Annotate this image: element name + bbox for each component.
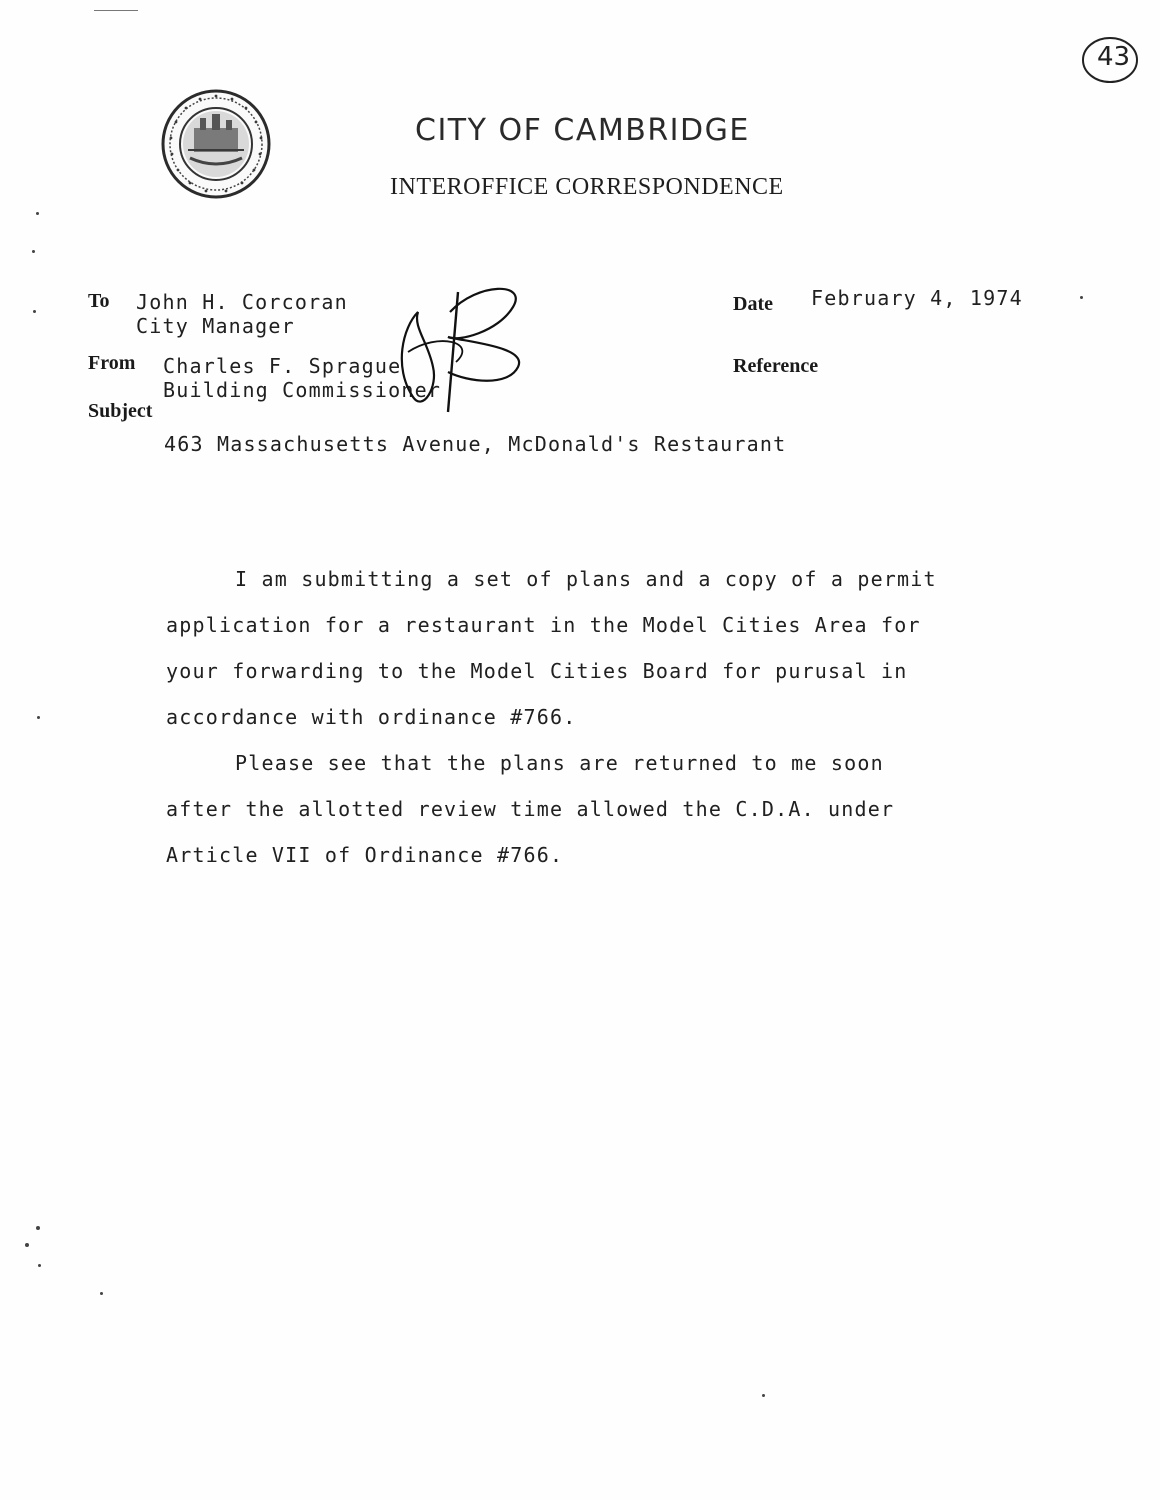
scan-speck bbox=[100, 1292, 103, 1295]
to-title: City Manager bbox=[136, 314, 295, 338]
body-line: I am submitting a set of plans and a copy of a permit bbox=[235, 567, 937, 591]
city-name-heading: CITY OF CAMBRIDGE bbox=[415, 113, 750, 148]
signature-initials-icon bbox=[378, 272, 538, 432]
scan-speck bbox=[762, 1394, 765, 1397]
body-line: application for a restaurant in the Model Cities Area for bbox=[166, 613, 921, 637]
reference-label: Reference bbox=[733, 355, 819, 377]
city-seal-icon bbox=[160, 88, 272, 200]
from-title: Building Commissioner bbox=[163, 378, 442, 402]
scan-speck bbox=[33, 310, 36, 313]
scan-speck bbox=[1080, 296, 1083, 299]
subject-label: Subject bbox=[88, 400, 153, 422]
scan-speck bbox=[36, 1226, 40, 1230]
scan-speck bbox=[38, 1264, 41, 1267]
date-value: February 4, 1974 bbox=[811, 286, 1023, 310]
scan-mark bbox=[94, 10, 138, 11]
correspondence-heading: INTEROFFICE CORRESPONDENCE bbox=[390, 174, 784, 200]
body-line: accordance with ordinance #766. bbox=[166, 705, 577, 729]
body-line: Please see that the plans are returned to me soon bbox=[235, 751, 884, 775]
scan-speck bbox=[37, 716, 40, 719]
date-label: Date bbox=[733, 293, 773, 315]
scan-speck bbox=[36, 212, 39, 215]
to-name: John H. Corcoran bbox=[136, 290, 348, 314]
from-name: Charles F. Sprague bbox=[163, 354, 402, 378]
body-line: your forwarding to the Model Cities Board for purusal in bbox=[166, 659, 908, 683]
to-label: To bbox=[88, 290, 110, 312]
body-line: Article VII of Ordinance #766. bbox=[166, 843, 564, 867]
scan-speck bbox=[25, 1243, 29, 1247]
page-number: 43 bbox=[1097, 42, 1131, 72]
from-label: From bbox=[88, 352, 136, 374]
body-line: after the allotted review time allowed the C.D.A. under bbox=[166, 797, 895, 821]
subject-text: 463 Massachusetts Avenue, McDonald's Restaurant bbox=[164, 432, 787, 456]
scan-speck bbox=[32, 250, 35, 253]
